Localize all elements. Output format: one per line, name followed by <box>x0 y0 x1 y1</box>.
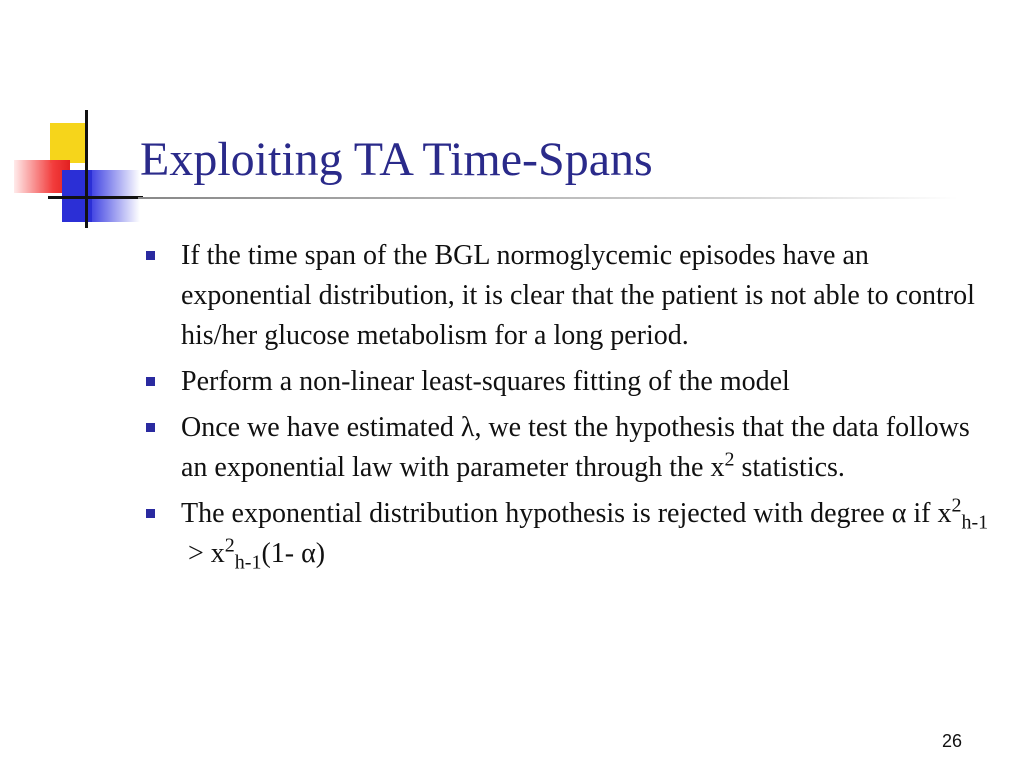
bullet-text-prefix: The exponential distribution hypothesis is rejected with degree α if x <box>181 498 952 529</box>
square-bullet-icon <box>146 509 155 518</box>
bullet-item <box>143 362 993 402</box>
bullet-item <box>143 236 993 356</box>
bullet-text-prefix: Once we have estimated λ, we test the hypothesis that the data follows an exponential law with parameter through the x <box>181 412 970 483</box>
square-bullet-icon <box>146 251 155 260</box>
title-underline-rule <box>138 197 958 199</box>
superscript: 2 <box>724 448 735 471</box>
page-number: 26 <box>941 731 962 751</box>
superscript: 2 <box>224 534 235 557</box>
title-rule-wrapper <box>0 0 1024 240</box>
square-bullet-icon <box>146 377 155 386</box>
bullet-text <box>181 494 989 574</box>
bullet-list <box>143 236 993 580</box>
variable-x: x <box>210 538 225 569</box>
slide-title: Exploiting TA Time-Spans <box>140 133 653 186</box>
bullet-item <box>143 408 993 488</box>
subscript: h-1 <box>961 511 989 534</box>
subscript: h-1 <box>234 551 262 574</box>
bullet-text <box>181 412 970 483</box>
bullet-item <box>143 494 993 574</box>
bullet-text-suffix: statistics. <box>734 452 845 483</box>
square-bullet-icon <box>146 423 155 432</box>
superscript: 2 <box>951 494 962 517</box>
bullet-text-suffix: (1- α) <box>261 538 326 569</box>
bullet-text: If the time span of the BGL normoglycemic episodes have an exponential distribution, it is clear that the patient is not able to control his/her glucose metabolism for a long period. <box>181 240 975 351</box>
bullet-text: Perform a non-linear least-squares fitting of the model <box>181 366 790 397</box>
comparison-operator: > <box>181 538 211 569</box>
